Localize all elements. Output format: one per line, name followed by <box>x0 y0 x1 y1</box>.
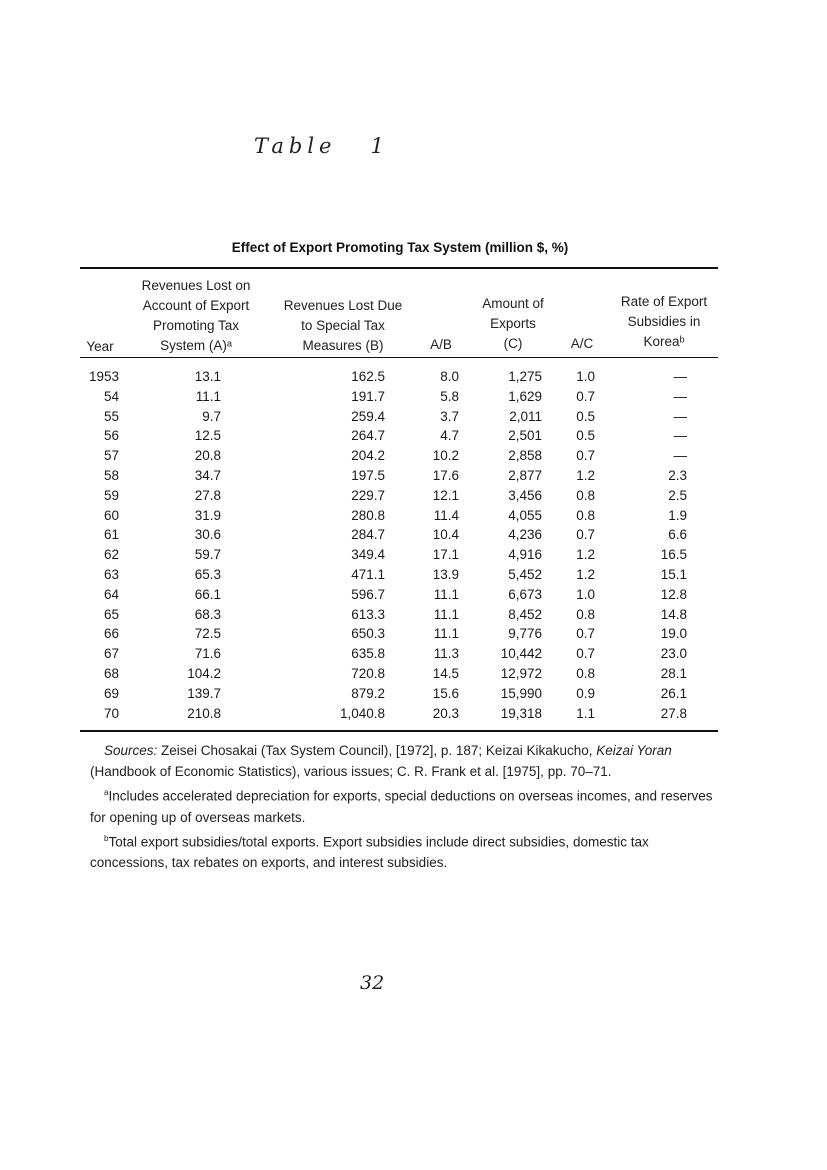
table-row <box>0 664 827 684</box>
year-cell: 66 <box>103 626 119 642</box>
revenues-lost-b-cell: 284.7 <box>351 527 385 543</box>
revenues-lost-b-cell: 229.7 <box>351 487 385 503</box>
a-over-c-cell: 0.8 <box>576 507 595 523</box>
sources-note <box>90 740 726 782</box>
revenues-lost-b-cell: 596.7 <box>351 586 385 602</box>
footnote-b-text: Total export subsidies/total exports. Export subsidies include direct subsidies, domestic tax concessions, tax rebates on exports, and interest subsidies. <box>90 834 649 870</box>
revenues-lost-a-cell: 72.5 <box>194 626 221 642</box>
export-subsidy-rate-cell: 26.1 <box>660 685 687 701</box>
header-a-line: Promoting Tax <box>152 318 240 333</box>
revenues-lost-b-cell: 1,040.8 <box>339 705 385 721</box>
table-row <box>0 367 827 387</box>
header-b-line: Revenues Lost Due <box>283 298 403 313</box>
a-over-b-cell: 10.4 <box>432 527 459 543</box>
table-row <box>0 486 827 506</box>
export-subsidy-rate-cell: 15.1 <box>660 566 687 582</box>
table-row <box>0 387 827 407</box>
a-over-b-cell: 17.1 <box>432 547 459 563</box>
exports-cell: 15,990 <box>500 685 542 701</box>
year-cell: 65 <box>103 606 119 622</box>
year-cell: 60 <box>103 507 119 523</box>
year-cell: 64 <box>103 586 119 602</box>
footnote-b-mark: b <box>104 833 109 843</box>
revenues-lost-a-cell: 13.1 <box>194 369 221 384</box>
table-row <box>0 407 827 427</box>
revenues-lost-a-cell: 65.3 <box>194 566 221 582</box>
exports-cell: 8,452 <box>508 606 542 622</box>
header-revenues-lost-b <box>262 296 424 356</box>
header-year: Year <box>86 339 114 354</box>
a-over-b-cell: 12.1 <box>432 487 459 503</box>
export-subsidy-rate-cell: — <box>673 388 687 404</box>
sources-italic-title: Keizai Yoran <box>596 743 672 758</box>
revenues-lost-b-cell: 259.4 <box>351 408 385 424</box>
a-over-b-cell: 13.9 <box>432 566 459 582</box>
revenues-lost-b-cell: 264.7 <box>351 428 385 444</box>
table-row <box>0 565 827 585</box>
a-over-b-cell: 10.2 <box>432 448 459 464</box>
year-cell: 55 <box>103 408 119 424</box>
a-over-c-cell: 0.7 <box>576 626 595 642</box>
header-a-line: Revenues Lost on <box>141 278 251 293</box>
revenues-lost-b-cell: 204.2 <box>351 448 385 464</box>
exports-cell: 5,452 <box>508 566 542 582</box>
year-cell: 62 <box>103 547 119 563</box>
a-over-c-cell: 1.0 <box>576 369 595 384</box>
revenues-lost-b-cell: 613.3 <box>351 606 385 622</box>
a-over-b-cell: 11.3 <box>433 646 459 662</box>
year-cell: 1953 <box>88 369 119 384</box>
table-row <box>0 466 827 486</box>
export-subsidy-rate-cell: — <box>673 408 687 424</box>
year-cell: 70 <box>103 705 119 721</box>
year-cell: 58 <box>103 467 119 483</box>
revenues-lost-a-cell: 104.2 <box>187 665 221 681</box>
exports-cell: 10,442 <box>500 646 542 662</box>
revenues-lost-a-cell: 59.7 <box>194 547 221 563</box>
a-over-c-cell: 1.2 <box>576 547 595 563</box>
a-over-c-cell: 1.1 <box>576 705 595 721</box>
exports-cell: 4,055 <box>508 507 542 523</box>
exports-cell: 6,673 <box>508 586 542 602</box>
table-row <box>0 585 827 605</box>
table-row <box>0 605 827 625</box>
exports-cell: 1,629 <box>508 388 542 404</box>
handwritten-title-number: 1 <box>370 134 384 158</box>
a-over-b-cell: 5.8 <box>440 388 459 404</box>
revenues-lost-b-cell: 197.5 <box>351 467 385 483</box>
revenues-lost-a-cell: 31.9 <box>194 507 221 523</box>
table-body <box>0 367 827 723</box>
revenues-lost-a-cell: 34.7 <box>194 467 221 483</box>
a-over-c-cell: 0.8 <box>576 665 595 681</box>
a-over-b-cell: 11.1 <box>433 606 459 622</box>
revenues-lost-a-cell: 12.5 <box>194 428 221 444</box>
header-revenues-lost-a <box>120 276 272 356</box>
header-b-line: to Special Tax <box>301 318 385 333</box>
a-over-c-cell: 0.8 <box>576 487 595 503</box>
revenues-lost-a-cell: 66.1 <box>194 586 221 602</box>
exports-cell: 2,011 <box>509 408 542 424</box>
revenues-lost-a-cell: 139.7 <box>187 685 221 701</box>
table-bottom-rule <box>80 730 718 732</box>
a-over-c-cell: 0.7 <box>576 646 595 662</box>
header-a-line: Account of Export <box>142 298 250 313</box>
revenues-lost-b-cell: 471.1 <box>351 566 385 582</box>
export-subsidy-rate-cell: 28.1 <box>660 665 687 681</box>
export-subsidy-rate-cell: 6.6 <box>668 527 687 543</box>
export-subsidy-rate-cell: 12.8 <box>660 586 687 602</box>
header-a-line: System (A)ᵃ <box>160 338 232 353</box>
revenues-lost-a-cell: 9.7 <box>202 408 221 424</box>
revenues-lost-b-cell: 280.8 <box>351 507 385 523</box>
header-rate-line: Rate of Export <box>620 294 708 309</box>
export-subsidy-rate-cell: 19.0 <box>660 626 687 642</box>
a-over-b-cell: 8.0 <box>440 369 459 384</box>
export-subsidy-rate-cell: 1.9 <box>668 507 687 523</box>
a-over-b-cell: 11.1 <box>433 586 459 602</box>
exports-cell: 2,858 <box>508 448 542 464</box>
footnote-a-text: Includes accelerated depreciation for exports, special deductions on overseas incomes, and reserves for opening up of overseas markets. <box>90 788 713 825</box>
export-subsidy-rate-cell: 27.8 <box>660 705 687 721</box>
table-row <box>0 545 827 565</box>
revenues-lost-b-cell: 162.5 <box>351 369 385 384</box>
a-over-b-cell: 14.5 <box>432 665 459 681</box>
revenues-lost-b-cell: 191.7 <box>351 388 385 404</box>
revenues-lost-a-cell: 11.1 <box>195 388 221 404</box>
revenues-lost-a-cell: 68.3 <box>194 606 221 622</box>
exports-cell: 4,236 <box>508 527 542 543</box>
page-number: 32 <box>360 972 385 994</box>
revenues-lost-a-cell: 27.8 <box>194 487 221 503</box>
table-row <box>0 704 827 724</box>
revenues-lost-a-cell: 210.8 <box>187 705 221 721</box>
a-over-c-cell: 1.2 <box>576 566 595 582</box>
revenues-lost-b-cell: 879.2 <box>351 685 385 701</box>
year-cell: 57 <box>103 448 119 464</box>
a-over-b-cell: 11.1 <box>433 626 459 642</box>
header-amount-of-exports <box>466 294 560 354</box>
exports-cell: 2,877 <box>508 467 542 483</box>
revenues-lost-b-cell: 349.4 <box>351 547 385 563</box>
header-b-line: Measures (B) <box>302 338 384 353</box>
year-cell: 68 <box>103 665 119 681</box>
a-over-c-cell: 0.9 <box>576 685 595 701</box>
a-over-c-cell: 1.0 <box>576 586 595 602</box>
table-row <box>0 506 827 526</box>
header-a-over-b: A/B <box>430 337 452 352</box>
table-row <box>0 684 827 704</box>
footnote-a <box>90 782 726 828</box>
sources-label: Sources: <box>104 743 158 758</box>
a-over-b-cell: 4.7 <box>440 428 459 444</box>
table-row <box>0 644 827 664</box>
sources-text: Zeisei Chosakai (Tax System Council), [1972], p. 187; Keizai Kikakucho, <box>157 743 597 758</box>
handwritten-title-word: Table <box>254 134 337 158</box>
a-over-b-cell: 11.4 <box>433 507 459 523</box>
year-cell: 54 <box>103 388 119 404</box>
export-subsidy-rate-cell: 2.5 <box>668 487 687 503</box>
header-a-over-c: A/C <box>570 336 594 351</box>
exports-cell: 3,456 <box>508 487 542 503</box>
a-over-b-cell: 15.6 <box>432 685 459 701</box>
sources-text: (Handbook of Economic Statistics), various issues; C. R. Frank et al. [1975], pp. 70–71. <box>90 764 612 779</box>
a-over-c-cell: 0.7 <box>576 388 595 404</box>
a-over-c-cell: 0.7 <box>576 527 595 543</box>
exports-cell: 12,972 <box>500 665 542 681</box>
a-over-c-cell: 0.8 <box>576 606 595 622</box>
a-over-b-cell: 3.7 <box>440 408 459 424</box>
table-caption: Effect of Export Promoting Tax System (million $, %) <box>231 240 569 255</box>
header-rate-line: Koreaᵇ <box>643 334 685 349</box>
exports-cell: 19,318 <box>500 705 542 721</box>
export-subsidy-rate-cell: 14.8 <box>660 606 687 622</box>
year-cell: 63 <box>103 566 119 582</box>
export-subsidy-rate-cell: 2.3 <box>668 467 687 483</box>
table-notes <box>90 740 726 873</box>
exports-cell: 2,501 <box>508 428 542 444</box>
table-row <box>0 426 827 446</box>
exports-cell: 4,916 <box>508 547 542 563</box>
table-header-rule <box>80 357 718 358</box>
header-c-line: (C) <box>503 336 523 351</box>
year-cell: 56 <box>103 428 119 444</box>
export-subsidy-rate-cell: 16.5 <box>660 547 687 563</box>
export-subsidy-rate-cell: 23.0 <box>660 646 687 662</box>
exports-cell: 1,275 <box>508 369 542 384</box>
year-cell: 61 <box>103 527 119 543</box>
year-cell: 69 <box>103 685 119 701</box>
year-cell: 59 <box>103 487 119 503</box>
revenues-lost-b-cell: 635.8 <box>351 646 385 662</box>
header-c-line: Amount of <box>482 296 544 311</box>
a-over-b-cell: 17.6 <box>432 467 459 483</box>
revenues-lost-b-cell: 650.3 <box>351 626 385 642</box>
table-row <box>0 446 827 466</box>
revenues-lost-a-cell: 20.8 <box>194 448 221 464</box>
revenues-lost-a-cell: 71.6 <box>194 646 221 662</box>
a-over-b-cell: 20.3 <box>432 705 459 721</box>
footnote-a-mark: a <box>104 788 109 797</box>
footnote-b <box>90 828 726 874</box>
table-row <box>0 624 827 644</box>
a-over-c-cell: 0.5 <box>576 428 595 444</box>
header-rate-line: Subsidies in <box>627 314 701 329</box>
exports-cell: 9,776 <box>508 626 542 642</box>
year-cell: 67 <box>103 646 119 662</box>
export-subsidy-rate-cell: — <box>673 428 687 444</box>
table-row <box>0 525 827 545</box>
revenues-lost-b-cell: 720.8 <box>351 665 385 681</box>
revenues-lost-a-cell: 30.6 <box>194 527 221 543</box>
header-c-line: Exports <box>490 316 536 331</box>
export-subsidy-rate-cell: — <box>673 369 687 384</box>
handwritten-table-title <box>254 134 384 158</box>
header-rate-of-export-subsidies <box>604 292 724 352</box>
a-over-c-cell: 0.7 <box>576 448 595 464</box>
a-over-c-cell: 0.5 <box>576 408 595 424</box>
table-top-rule <box>80 267 718 269</box>
export-subsidy-rate-cell: — <box>673 448 687 464</box>
a-over-c-cell: 1.2 <box>576 467 595 483</box>
